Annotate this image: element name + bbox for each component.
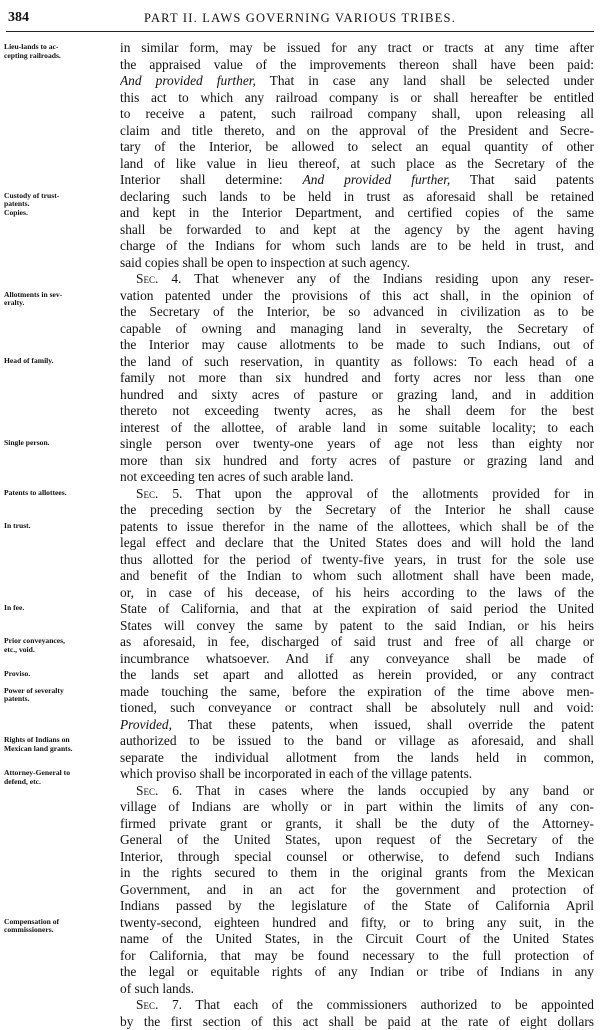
text-line: Sec. 6. That in cases where the lands occupied by any band or: [120, 783, 594, 800]
margin-note: In trust.: [4, 522, 116, 531]
margin-note: Compensation of commissioners.: [4, 918, 116, 935]
text-line: land of like value in lieu thereof, at such place as the Secretary of the: [120, 156, 594, 173]
text-line: twenty-second, eighteen hundred and fifty, or to bring any suit, in the: [120, 915, 594, 932]
text-line: separate the individual allotment from the lands held in common,: [120, 750, 594, 767]
text-line: to receive a patent, such railroad company shall, upon releasing all: [120, 106, 594, 123]
text-line: the appraised value of the improvements thereon shall have been paid:: [120, 57, 594, 74]
text-line: said copies shall be open to inspection at such agency.: [120, 255, 594, 272]
margin-note: Patents to allottees.: [4, 489, 116, 498]
text-line: which proviso shall be incorporated in each of the village patents.: [120, 766, 594, 783]
text-line: and benefit of the Indian to whom such allotment shall have been made,: [120, 568, 594, 585]
text-line: thereto not exceeding twenty acres, as he shall deem for the best: [120, 403, 594, 420]
margin-note: Custody of trust- patents. Copies.: [4, 192, 116, 218]
text-line: patents to issue therefor in the name of the allottees, which shall be of the: [120, 519, 594, 536]
margin-note: In fee.: [4, 604, 116, 613]
running-head: PART II. LAWS GOVERNING VARIOUS TRIBES.: [6, 11, 594, 26]
text-line: authorized to be issued to the band or village as aforesaid, and shall: [120, 733, 594, 750]
margin-note: Attorney-General to defend, etc.: [4, 769, 116, 786]
text-line: this act to which any railroad company is or shall hereafter be entitled: [120, 90, 594, 107]
margin-notes: [0, 0, 120, 936]
text-line: village of Indians are wholly or in part within the limits of any con-: [120, 799, 594, 816]
text-line: States will convey the same by patent to the said Indian, or his heirs: [120, 618, 594, 635]
text-line: Sec. 4. That whenever any of the Indians residing upon any reser-: [120, 271, 594, 288]
text-line: single person over twenty-one years of age not less than eighty nor: [120, 436, 594, 453]
italic-phrase: And provided further,: [303, 172, 451, 187]
italic-phrase: And provided further,: [120, 73, 256, 88]
margin-note: Lieu-lands to ac- cepting railroads.: [4, 43, 116, 60]
text-line: in the rights secured to them in the original grants from the Mexican: [120, 865, 594, 882]
margin-note: Power of severalty patents.: [4, 687, 116, 704]
text-line: Interior shall determine: And provided further, That said patents: [120, 172, 594, 189]
text-line: legal effect and declare that the United States does and will hold the land: [120, 535, 594, 552]
text-line: in similar form, may be issued for any tract or tracts at any time after: [120, 40, 594, 57]
section-label: Sec.: [136, 271, 158, 286]
margin-note: Prior conveyances, etc., void.: [4, 637, 116, 654]
text-line: the lands set apart and allotted as herein provided, or any contract: [120, 667, 594, 684]
text-line: family not more than six hundred and forty acres nor less than one: [120, 370, 594, 387]
margin-note: Rights of Indians on Mexican land grants.: [4, 736, 116, 753]
text-line: the Secretary of the Interior, be so advanced in civilization as to be: [120, 304, 594, 321]
text-line: And provided further, That in case any land shall be selected under: [120, 73, 594, 90]
text-line: General of the United States, upon request of the Secretary of the: [120, 832, 594, 849]
text-line: firmed private grant or grants, it shall be the duty of the Attorney-: [120, 816, 594, 833]
text-line: vation patented under the provisions of this act shall, in the opinion of: [120, 288, 594, 305]
text-line: Sec. 7. That each of the commissioners authorized to be appointed: [120, 997, 594, 1014]
margin-note: Allotments in sev- eralty.: [4, 291, 116, 308]
text-line: Government, and in an act for the government and protection of: [120, 882, 594, 899]
text-line: not exceeding ten acres of such arable land.: [120, 469, 594, 486]
text-line: the preceding section by the Secretary of the Interior he shall cause: [120, 502, 594, 519]
page-number: 384: [8, 10, 29, 26]
text-line: hundred and sixty acres of pasture or grazing land, and in addition: [120, 387, 594, 404]
text-line: or, in case of his decease, of his heirs according to the laws of the: [120, 585, 594, 602]
text-line: thus allotted for the period of twenty-five years, in trust for the sole use: [120, 552, 594, 569]
text-line: interest of the allottee, of arable land in some suitable locality; to each: [120, 420, 594, 437]
text-line: by the first section of this act shall be paid at the rate of eight dollars: [120, 1014, 594, 1030]
text-line: the Interior may cause allotments to be made to such Indians, out of: [120, 337, 594, 354]
text-line: of such lands.: [120, 981, 594, 998]
text-line: the legal or equitable rights of any Indian or tribe of Indians in any: [120, 964, 594, 981]
text-line: tioned, such conveyance or contract shall be absolutely null and void:: [120, 700, 594, 717]
text-line: declaring such lands to be held in trust as aforesaid shall be retained: [120, 189, 594, 206]
text-line: charge of the Indians for whom such lands are to be held in trust, and: [120, 238, 594, 255]
text-line: claim and title thereto, and on the approval of the President and Secre-: [120, 123, 594, 140]
text-line: capable of owning and managing land in severalty, the Secretary of: [120, 321, 594, 338]
body-text: [120, 40, 594, 1030]
margin-note: Head of family.: [4, 357, 116, 366]
text-line: Interior, through special counsel or otherwise, to defend such Indians: [120, 849, 594, 866]
italic-phrase: Provided,: [120, 717, 172, 732]
margin-note: Single person.: [4, 439, 116, 448]
margin-note: Proviso.: [4, 670, 116, 679]
text-line: name of the United States, in the Circuit Court of the United States: [120, 931, 594, 948]
text-line: Indians passed by the legislature of the State of California April: [120, 898, 594, 915]
text-line: and kept in the Interior Department, and certified copies of the same: [120, 205, 594, 222]
text-line: for California, that may be found necessary to the full protection of: [120, 948, 594, 965]
text-line: tary of the Interior, be allowed to select an equal quantity of other: [120, 139, 594, 156]
section-label: Sec.: [136, 486, 158, 501]
text-line: more than six hundred and forty acres of pasture or grazing land and: [120, 453, 594, 470]
text-line: shall be forwarded to and kept at the agency by the agent having: [120, 222, 594, 239]
text-line: as aforesaid, in fee, discharged of said trust and free of all charge or: [120, 634, 594, 651]
section-label: Sec.: [136, 783, 158, 798]
text-line: the land of such reservation, in quantity as follows: To each head of a: [120, 354, 594, 371]
section-label: Sec.: [136, 997, 158, 1012]
text-line: Provided, That these patents, when issued, shall override the patent: [120, 717, 594, 734]
text-line: made touching the same, before the expiration of the time above men-: [120, 684, 594, 701]
text-line: Sec. 5. That upon the approval of the allotments provided for in: [120, 486, 594, 503]
text-line: incumbrance whatsoever. And if any conveyance shall be made of: [120, 651, 594, 668]
text-line: State of California, and that at the expiration of said period the United: [120, 601, 594, 618]
